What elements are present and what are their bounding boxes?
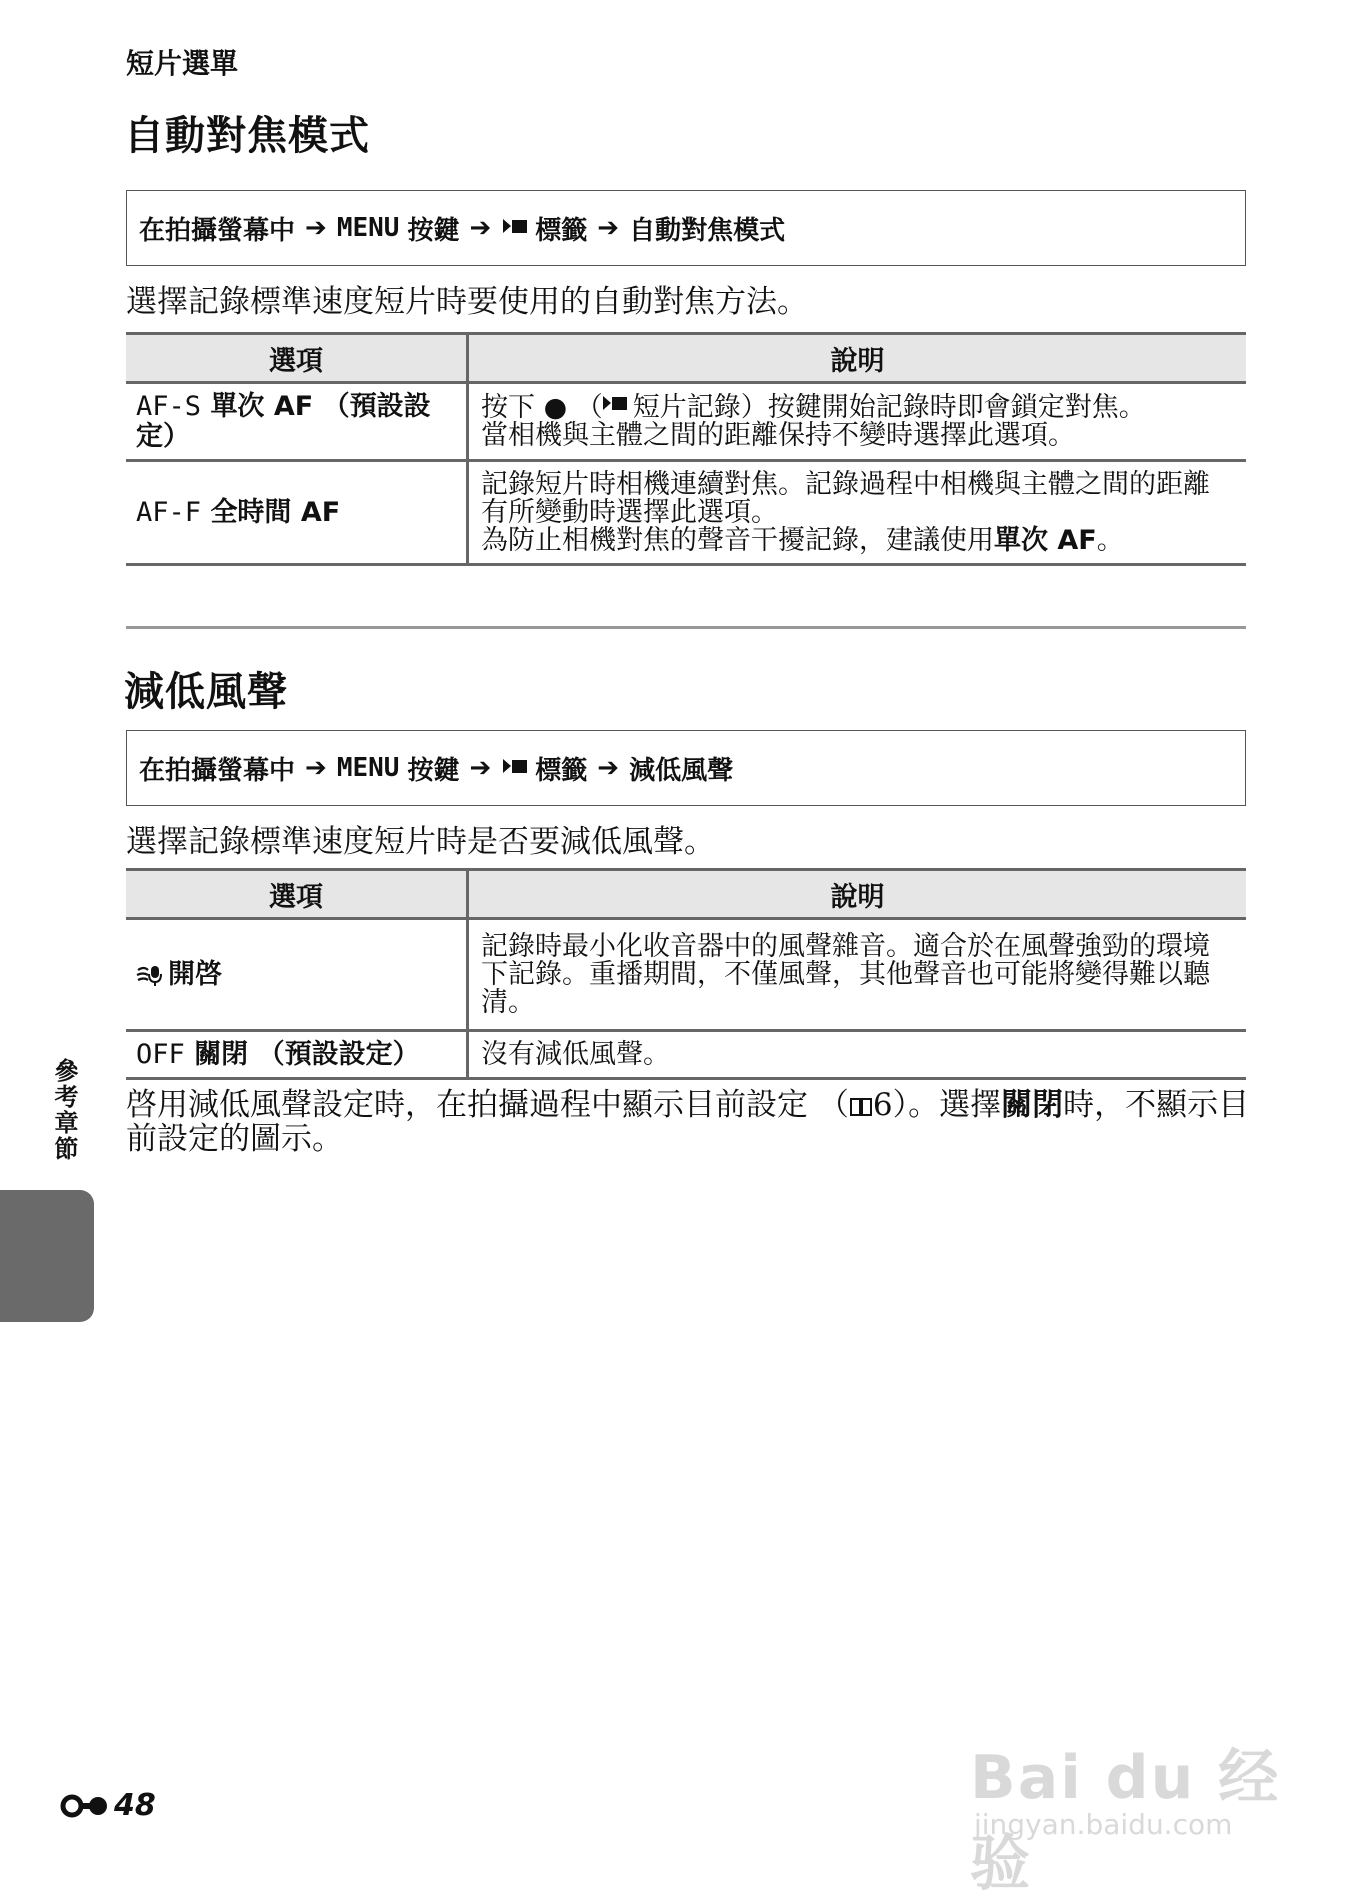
description-text: 短片記錄）按鍵開始記錄時即會鎖定對焦。 — [632, 391, 1146, 423]
option-code: AF-F — [136, 496, 202, 528]
menu-key-label: MENU — [336, 213, 400, 243]
note-bold: 關閉 — [1001, 1087, 1064, 1123]
page-number-value: 48 — [114, 1788, 156, 1823]
description-bold: 單次 AF — [994, 524, 1097, 556]
option-name: 關閉 （預設設定） — [194, 1038, 420, 1070]
path-step: 在拍攝螢幕中 — [139, 215, 296, 246]
option-name: 全時間 AF — [210, 496, 341, 528]
section-title-autofocus: 自動對焦模式 — [124, 113, 370, 159]
menu-key-label: MENU — [336, 753, 400, 783]
column-header: 說明 — [468, 334, 1247, 383]
option-code: AF-S — [136, 390, 202, 422]
watermark-url: jingyan.baidu.com — [974, 1808, 1233, 1841]
movie-icon — [503, 757, 527, 779]
table-row — [126, 383, 1246, 461]
watermark — [970, 1690, 1300, 1899]
option-name: 單次 AF （預設設定） — [136, 390, 431, 452]
option-name: 開啓 — [168, 958, 222, 990]
option-cell — [126, 383, 468, 461]
path-step: 標籤 — [535, 755, 588, 786]
page-number — [60, 1788, 156, 1823]
arrow-icon: ➔ — [597, 753, 620, 783]
path-step: 在拍攝螢幕中 — [139, 755, 296, 786]
section-title-wind-noise: 減低風聲 — [124, 669, 288, 715]
options-table-wind-noise — [126, 868, 1246, 1080]
arrow-icon: ➔ — [469, 753, 492, 783]
column-header: 選項 — [126, 334, 468, 383]
chapter-side-label: 參考章節 — [50, 1058, 78, 1162]
description-text: 。 — [1096, 524, 1124, 556]
description-text: 記錄短片時相機連續對焦。記錄過程中相機與主體之間的距離有所變動時選擇此選項。 — [481, 468, 1210, 528]
option-cell — [126, 919, 468, 1031]
description-cell: 記錄時最小化收音器中的風聲雜音。適合於在風聲強勁的環境下記錄。重播期間，不僅風聲，其他聲音也可能將變得難以聽清。 — [468, 919, 1247, 1031]
description-cell: 沒有減低風聲。 — [468, 1031, 1247, 1079]
description-cell — [468, 383, 1247, 461]
note-text: ）。選擇 — [892, 1087, 1002, 1123]
book-reference-icon — [849, 1096, 873, 1118]
menu-path-wind-noise — [126, 730, 1246, 806]
path-step: 自動對焦模式 — [629, 215, 786, 246]
note-text: 啓用減低風聲設定時，在拍攝過程中顯示目前設定 （ — [126, 1087, 849, 1123]
intro-text: 選擇記錄標準速度短片時是否要減低風聲。 — [126, 824, 715, 860]
table-row — [126, 461, 1246, 565]
options-table-autofocus — [126, 332, 1246, 566]
arrow-icon: ➔ — [305, 753, 327, 783]
wind-noise-note — [126, 1088, 1266, 1156]
path-step: 減低風聲 — [629, 755, 734, 786]
description-cell — [468, 461, 1247, 565]
table-row — [126, 1031, 1246, 1079]
watermark-brand: Bai du 经验 — [970, 1743, 1281, 1899]
option-cell — [126, 1031, 468, 1079]
menu-path-autofocus — [126, 190, 1246, 266]
section-divider — [126, 626, 1246, 629]
arrow-icon: ➔ — [597, 213, 620, 243]
column-header: 說明 — [468, 870, 1247, 919]
arrow-icon: ➔ — [305, 213, 327, 243]
path-step: 按鍵 — [407, 215, 460, 246]
path-step: 按鍵 — [407, 755, 460, 786]
option-cell — [126, 461, 468, 565]
movie-record-icon — [603, 394, 627, 416]
note-page-ref: 6 — [872, 1087, 893, 1123]
note-text: 時，不顯示目前設定的圖示。 — [126, 1087, 1250, 1157]
option-code: OFF — [136, 1038, 185, 1070]
intro-text: 選擇記錄標準速度短片時要使用的自動對焦方法。 — [126, 284, 808, 320]
description-text: 為防止相機對焦的聲音干擾記錄，建議使用 — [481, 524, 994, 556]
column-header: 選項 — [126, 870, 468, 919]
chapter-tab — [0, 1190, 94, 1322]
description-text: 當相機與主體之間的距離保持不變時選擇此選項。 — [481, 419, 1075, 451]
wind-noise-icon — [136, 962, 164, 988]
running-head: 短片選單 — [126, 47, 239, 80]
path-step: 標籤 — [535, 215, 588, 246]
description-text: 按下 ● （ — [481, 391, 603, 423]
arrow-icon: ➔ — [469, 213, 492, 243]
movie-icon — [503, 217, 527, 239]
reference-section-icon — [60, 1793, 112, 1819]
table-row — [126, 919, 1246, 1031]
